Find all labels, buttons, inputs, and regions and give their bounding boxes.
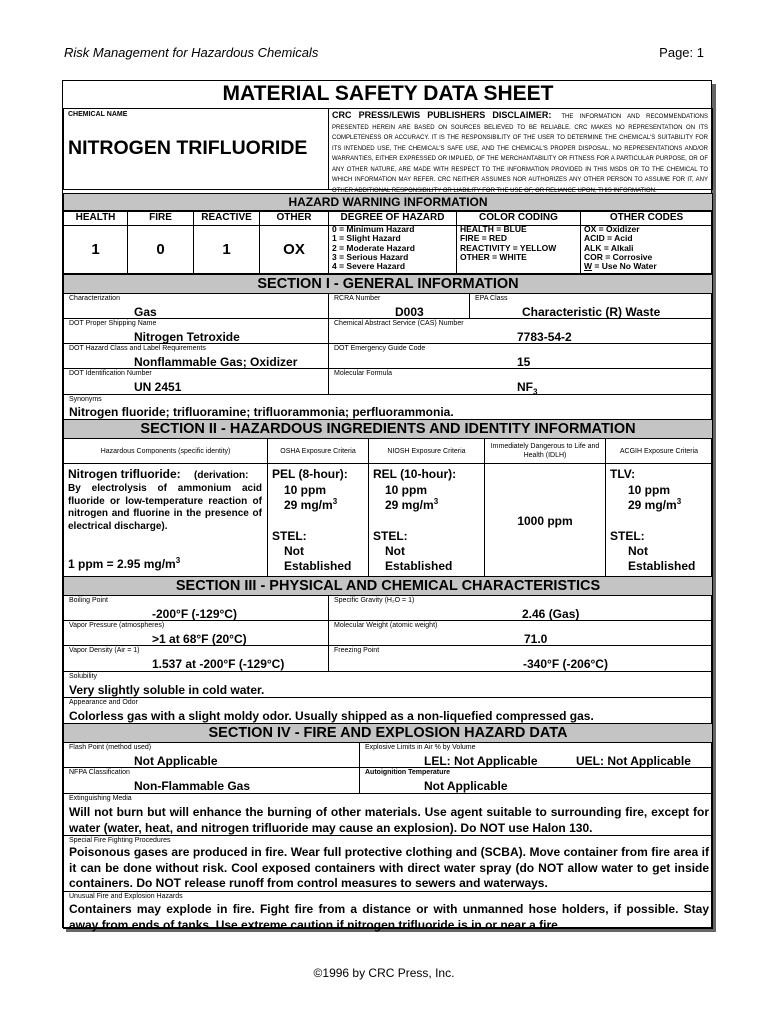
osha-stel-established: Established	[284, 559, 352, 573]
flash-point-cell	[63, 742, 360, 768]
osha-stel-label: STEL:	[272, 529, 307, 543]
fire-col-head	[127, 211, 194, 226]
code-alk: ALK = Alkali	[584, 242, 634, 253]
dot-id-cell	[63, 368, 329, 395]
color-legend-cell	[456, 225, 581, 274]
health-value-cell	[63, 225, 128, 274]
solubility-value: Very slightly soluble in cold water.	[69, 683, 265, 697]
niosh-stel-label: STEL:	[373, 529, 408, 543]
osha-cell	[267, 463, 369, 577]
degree-0: 0 = Minimum Hazard	[332, 224, 415, 234]
cas-cell	[328, 318, 713, 344]
section-1-title: SECTION I - GENERAL INFORMATION	[257, 276, 519, 292]
special-procedures-label: Special Fire Fighting Procedures	[69, 837, 171, 844]
specific-gravity-label: Specific Gravity (H₂O = 1)	[334, 597, 415, 604]
characterization-cell	[63, 293, 329, 319]
reactive-col-label: REACTIVE	[201, 212, 252, 223]
extinguishing-media-cell	[63, 793, 713, 836]
fire-col-label: FIRE	[149, 212, 172, 223]
cas-value: 7783-54-2	[517, 330, 572, 344]
molecular-weight-value: 71.0	[524, 632, 548, 646]
degree-legend-cell	[328, 225, 457, 274]
special-procedures-value: Poisonous gases are produced in fire. Wear full protective clothing and (SCBA). Move container from fire area if it can be done without risk. Cool exposed containers with direct water spray (do NOT allow water to get inside containers. Do NOT release runoff from control measures to sewers and waterways.	[69, 845, 709, 890]
niosh-stel-established: Established	[385, 559, 453, 573]
color-fire: FIRE = RED	[460, 233, 507, 244]
conversion-sup: 3	[175, 556, 181, 565]
boiling-point-label: Boiling Point	[69, 597, 108, 604]
autoignition-cell	[359, 767, 713, 794]
degree-4: 4 = Severe Hazard	[332, 261, 406, 272]
idlh-value: 1000 ppm	[517, 514, 573, 528]
idlh-cell	[484, 463, 606, 577]
section-2-header	[63, 419, 713, 439]
epa-value: Characteristic (R) Waste	[522, 305, 661, 319]
page-number: Page: 1	[659, 45, 704, 60]
other-col-label: OTHER	[276, 212, 312, 223]
acgih-mgm	[628, 497, 681, 512]
idlh-head-label: Immediately Dangerous to Life and Health (IDLH)	[490, 443, 600, 459]
niosh-mgm-text: 29 mg/m	[385, 498, 434, 512]
fire-value-cell	[127, 225, 194, 274]
components-head-label: Hazardous Components (specific identity)	[100, 448, 231, 455]
molecular-weight-cell	[328, 620, 713, 646]
copyright-footer: ©1996 by CRC Press, Inc.	[313, 966, 455, 980]
component-cell	[63, 463, 268, 577]
component-derivation-lead: (derivation:	[194, 470, 249, 481]
dot-id-label: DOT Identification Number	[69, 370, 152, 377]
degree-col-label: DEGREE OF HAZARD	[340, 212, 445, 223]
niosh-head-label: NIOSH Exposure Criteria	[387, 448, 466, 455]
degree-3: 3 = Serious Hazard	[332, 251, 409, 262]
extinguishing-media-value: Will not burn but will enhance the burning of other materials. Use agent suitable to surrounding fire, except for water (water, heat, and nitrogen trifluoride may cause an explosion). Do NOT use Halon 130.	[69, 805, 709, 835]
appearance-value: Colorless gas with a slight moldy odor. Usually shipped as a non-liquefied compressed gas.	[69, 709, 594, 723]
acgih-ppm: 10 ppm	[628, 483, 671, 497]
component-name: Nitrogen trifluoride:	[68, 467, 181, 481]
freezing-point-label: Freezing Point	[334, 647, 380, 654]
code-acid: ACID = Acid	[584, 233, 633, 244]
characterization-value: Gas	[134, 305, 157, 319]
conversion-text: 1 ppm = 2.95 mg/m	[68, 557, 176, 571]
osha-head	[267, 438, 369, 464]
synonyms-cell	[63, 394, 713, 420]
vapor-density-label: Vapor Density (Air = 1)	[69, 647, 140, 654]
hazard-class-value: Nonflammable Gas; Oxidizer	[134, 355, 298, 369]
explosive-limits-cell	[359, 742, 713, 768]
health-col-label: HEALTH	[75, 212, 116, 223]
rcra-cell	[328, 293, 470, 319]
formula-sub: 3	[533, 387, 538, 397]
synonyms-value: Nitrogen fluoride; trifluoramine; trifluorammonia; perfluorammonia.	[69, 405, 454, 419]
osha-stel-not: Not	[284, 544, 304, 558]
niosh-cell	[368, 463, 485, 577]
section-4-title: SECTION IV - FIRE AND EXPLOSION HAZARD DATA	[208, 725, 568, 741]
flash-point-label: Flash Point (method used)	[69, 744, 152, 751]
nfpa-value: Non-Flammable Gas	[134, 779, 251, 793]
reactive-value-cell	[193, 225, 260, 274]
acgih-head	[605, 438, 713, 464]
niosh-mgm-sup: 3	[433, 497, 439, 506]
disclaimer-lead: CRC PRESS/LEWIS PUBLISHERS DISCLAIMER:	[332, 110, 552, 120]
osha-head-label: OSHA Exposure Criteria	[280, 448, 356, 455]
specific-gravity-value: 2.46 (Gas)	[522, 607, 580, 621]
hazard-header	[63, 193, 713, 211]
acgih-stel-not: Not	[628, 544, 648, 558]
extinguishing-media-label: Extinguishing Media	[69, 795, 132, 802]
boiling-point-value: -200°F (-129°C)	[152, 607, 237, 621]
appearance-cell	[63, 697, 713, 724]
freezing-point-cell	[328, 645, 713, 672]
nfpa-cell	[63, 767, 360, 794]
epa-label: EPA Class	[475, 295, 508, 302]
acgih-tlv-label: TLV:	[610, 467, 636, 481]
hazard-class-label: DOT Hazard Class and Label Requirements	[69, 345, 206, 352]
color-legend	[460, 225, 556, 262]
niosh-ppm: 10 ppm	[385, 483, 428, 497]
autoignition-value: Not Applicable	[424, 779, 508, 793]
section-3-header	[63, 576, 713, 596]
chemical-name: NITROGEN TRIFLUORIDE	[68, 137, 308, 159]
reactive-col-head	[193, 211, 260, 226]
health-col-head	[63, 211, 128, 226]
degree-1: 1 = Slight Hazard	[332, 233, 401, 244]
other-value: OX	[283, 241, 305, 258]
osha-ppm: 10 ppm	[284, 483, 327, 497]
guide-code-label: DOT Emergency Guide Code	[334, 345, 426, 352]
section-1-header	[63, 274, 713, 294]
unusual-hazards-label: Unusual Fire and Explosion Hazards	[69, 893, 183, 900]
section-2-title: SECTION II - HAZARDOUS INGREDIENTS AND IDENTITY INFORMATION	[140, 421, 636, 437]
specific-gravity-cell	[328, 595, 713, 621]
codes-legend	[584, 225, 657, 271]
osha-mgm	[284, 497, 337, 512]
niosh-mgm	[385, 497, 438, 512]
other-value-cell	[259, 225, 329, 274]
code-w: W = Use No Water	[584, 261, 657, 272]
solubility-cell	[63, 671, 713, 698]
freezing-point-value: -340°F (-206°C)	[523, 657, 608, 671]
fire-value: 0	[156, 241, 165, 258]
epa-cell	[469, 293, 713, 319]
acgih-stel-label: STEL:	[610, 529, 645, 543]
vapor-density-value: 1.537 at -200°F (-129°C)	[152, 657, 285, 671]
osha-mgm-text: 29 mg/m	[284, 498, 333, 512]
vapor-pressure-value: >1 at 68°F (20°C)	[152, 632, 247, 646]
codes-col-label: OTHER CODES	[609, 212, 684, 223]
hazard-title: HAZARD WARNING INFORMATION	[288, 195, 488, 209]
color-col-label: COLOR CODING	[479, 212, 558, 223]
osha-mgm-sup: 3	[332, 497, 338, 506]
unusual-hazards-value: Containers may explode in fire. Fight fire from a distance or with unmanned hose holders, if possible. Stay away from ends of tanks. Use extreme caution if nitrogen trifluoride is in or near a fire.	[69, 902, 709, 932]
guide-code-cell	[328, 343, 713, 369]
degree-2: 2 = Moderate Hazard	[332, 242, 415, 253]
chemical-name-box	[63, 108, 329, 190]
molecular-weight-label: Molecular Weight (atomic weight)	[334, 622, 438, 629]
cas-label: Chemical Abstract Service (CAS) Number	[334, 320, 464, 327]
osha-pel-label: PEL (8-hour):	[272, 467, 348, 481]
color-other: OTHER = WHITE	[460, 251, 527, 262]
reactive-value: 1	[222, 241, 231, 258]
autoignition-label: Autoignition Temperature	[365, 769, 451, 776]
component-name-line	[68, 467, 264, 481]
color-reactivity: REACTIVITY = YELLOW	[460, 242, 557, 253]
solubility-label: Solubility	[69, 673, 98, 680]
flash-point-value: Not Applicable	[134, 754, 218, 768]
health-value: 1	[91, 241, 100, 258]
acgih-head-label: ACGIH Exposure Criteria	[619, 448, 699, 455]
appearance-label: Appearance and Odor	[69, 699, 138, 706]
disclaimer-text: THE INFORMATION AND RECOMMENDATIONS PRESENTED HEREIN ARE BASED ON SOURCES BELIEVED TO BE RELIABLE. CRC MAKES NO REPRESENTATION ON ITS COMPLETENESS OR ACCURACY. IT IS THE RESPONSIBILITY OF THE USER TO DETERMINE THE CHEMICAL'S SUITABILITY FOR ITS INTENDED USE, THE CHEMICAL'S SAFE USE, AND THE CHEMICAL'S PROPER DISPOSAL. NO REPRESENTATIONS AND/OR WARRANTIES, EITHER EXPRESSED OR IMPLIED, OF THE MERCHANTABILITY OR FITNESS FOR A PARTICULAR PURPOSE, OR OF ANY OTHER NATURE, ARE MADE WITH RESPECT TO THE INFORMATION PROVIDED IN THIS MSDS OR TO THE CHEMICAL TO WHICH INFORMATION MAY REFER. CRC NEITHER ASSUMES NOR AUTHORIZES ANY OTHER PERSON TO ASSUME FOR IT, ANY OTHER ADDITIONAL RESPONSIBILITY OR LIABILITY FOR THE USE OF, OR RELIANCE UPON, THIS INFORMATION.	[332, 114, 709, 194]
section-4-header	[63, 723, 713, 743]
components-head	[63, 438, 268, 464]
section-3-title: SECTION III - PHYSICAL AND CHEMICAL CHARACTERISTICS	[175, 578, 601, 594]
vapor-pressure-label: Vapor Pressure (atmospheres)	[69, 622, 165, 629]
special-procedures-cell	[63, 835, 713, 892]
niosh-rel-label: REL (10-hour):	[373, 467, 457, 481]
disclaimer-box	[328, 108, 713, 194]
page-header-title: Risk Management for Hazardous Chemicals	[64, 45, 319, 60]
vapor-density-cell	[63, 645, 329, 672]
rcra-label: RCRA Number	[334, 295, 381, 302]
dot-id-value: UN 2451	[134, 380, 182, 394]
rcra-value: D003	[395, 305, 424, 319]
acgih-mgm-sup: 3	[676, 497, 682, 506]
chemical-name-label: CHEMICAL NAME	[68, 111, 128, 118]
shipping-name-value: Nitrogen Tetroxide	[134, 330, 240, 344]
shipping-name-cell	[63, 318, 329, 344]
lel-value: LEL: Not Applicable	[424, 754, 538, 768]
explosive-limits-label: Explosive Limits in Air % by Volume	[365, 744, 476, 751]
niosh-stel-not: Not	[385, 544, 405, 558]
boiling-point-cell	[63, 595, 329, 621]
formula-main: NF	[517, 380, 533, 394]
code-ox: OX = Oxidizer	[584, 224, 640, 234]
formula-cell	[328, 368, 713, 395]
unusual-hazards-cell	[63, 891, 713, 932]
color-health: HEALTH = BLUE	[460, 224, 527, 234]
disclaimer	[332, 110, 708, 196]
codes-legend-cell	[580, 225, 713, 274]
guide-code-value: 15	[517, 355, 531, 369]
acgih-stel-established: Established	[628, 559, 696, 573]
vapor-pressure-cell	[63, 620, 329, 646]
other-col-head	[259, 211, 329, 226]
degree-legend	[332, 225, 415, 271]
idlh-head	[484, 438, 606, 464]
sheet-title: MATERIAL SAFETY DATA SHEET	[222, 82, 554, 105]
characterization-label: Characterization	[69, 295, 120, 302]
shipping-name-label: DOT Proper Shipping Name	[69, 320, 157, 327]
code-cor: COR = Corrosive	[584, 251, 653, 262]
hazard-class-cell	[63, 343, 329, 369]
niosh-head	[368, 438, 485, 464]
acgih-mgm-text: 29 mg/m	[628, 498, 677, 512]
formula-label: Molecular Formula	[334, 370, 392, 377]
nfpa-label: NFPA Classification	[69, 769, 130, 776]
acgih-cell	[605, 463, 713, 577]
msds-sheet	[62, 80, 712, 932]
synonyms-label: Synonyms	[69, 396, 102, 403]
component-derivation: By electrolysis of ammonium acid fluoride or low-temperature reaction of nitrogen and fluorine in the presence of electrical discharge).	[68, 483, 262, 532]
uel-value: UEL: Not Applicable	[576, 754, 691, 768]
conversion-factor	[68, 556, 180, 571]
